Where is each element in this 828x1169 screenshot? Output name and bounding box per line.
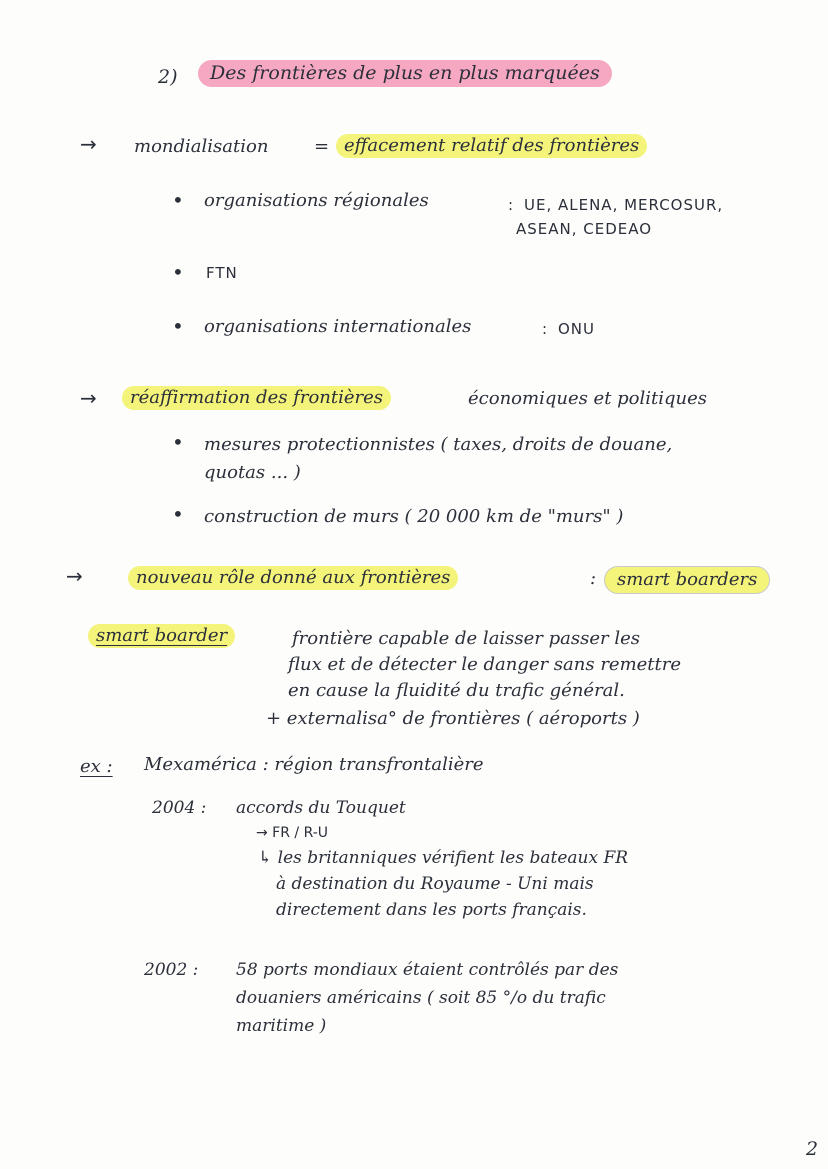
arrow-right-icon: →	[80, 132, 97, 156]
bullet-international-orgs: organisations internationales	[204, 316, 472, 337]
definition-line-3: en cause la fluidité du trafic général.	[288, 680, 625, 701]
bullet-dot: •	[172, 260, 184, 284]
entry-2004-line-5: directement dans les ports français.	[276, 900, 587, 920]
entry-2004-line-4: à destination du Royaume - Uni mais	[276, 874, 594, 894]
definition-term: smart boarder	[88, 624, 235, 648]
entry-year-2004: 2004 :	[152, 798, 207, 818]
bullet-protectionism-line2: quotas ... )	[204, 462, 301, 483]
bullet-regional-orgs-sep: :	[508, 196, 515, 214]
bullet-dot: •	[172, 188, 184, 212]
page-number: 2	[806, 1138, 819, 1160]
bullet-regional-orgs: organisations régionales	[204, 190, 429, 211]
section1-definition: effacement relatif des frontières	[336, 134, 647, 158]
section2-title-rest: économiques et politiques	[468, 388, 708, 409]
arrow-right-icon: →	[80, 386, 97, 410]
entry-2002-line-2: douaniers américains ( soit 85 °/o du trafic	[236, 988, 606, 1008]
arrow-right-icon: →	[66, 564, 83, 588]
section2-title-highlight: réaffirmation des frontières	[122, 386, 391, 410]
example-title: Mexamérica : région transfrontalière	[144, 754, 484, 775]
bullet-dot: •	[172, 502, 184, 526]
section3-title-highlight: nouveau rôle donné aux frontières	[128, 566, 458, 590]
section1-equals: =	[314, 136, 330, 157]
entry-2002-line-3: maritime )	[236, 1016, 327, 1036]
bullet-international-orgs-detail: ONU	[558, 320, 596, 338]
bullet-international-orgs-sep: :	[542, 320, 549, 338]
entry-year-2002: 2002 :	[144, 960, 199, 980]
bullet-regional-orgs-detail-1: UE, ALENA, MERCOSUR,	[524, 196, 724, 214]
bullet-regional-orgs-detail-2: ASEAN, CEDEAO	[516, 220, 653, 238]
section3-sep: :	[590, 568, 597, 589]
heading-number: 2)	[158, 66, 178, 88]
externalisation-line: + externalisa° de frontières ( aéroports )	[266, 708, 640, 729]
bullet-dot: •	[172, 430, 184, 454]
section3-term-circled: smart boarders	[604, 566, 770, 594]
page-title: Des frontières de plus en plus marquées	[198, 60, 612, 87]
entry-2004-line-3: ↳ les britanniques vérifient les bateaux FR	[258, 848, 629, 868]
entry-2004-line-2: → FR / R-U	[256, 825, 329, 841]
section1-term: mondialisation	[134, 136, 269, 157]
bullet-ftn: FTN	[206, 264, 238, 282]
entry-2004-line-1: accords du Touquet	[236, 798, 406, 818]
example-label: ex :	[80, 756, 113, 777]
definition-line-2: flux et de détecter le danger sans remettre	[288, 654, 682, 675]
bullet-dot: •	[172, 314, 184, 338]
entry-2002-line-1: 58 ports mondiaux étaient contrôlés par des	[236, 960, 619, 980]
bullet-walls: construction de murs ( 20 000 km de "murs" )	[204, 506, 624, 527]
definition-line-1: frontière capable de laisser passer les	[292, 628, 640, 649]
bullet-protectionism-line1: mesures protectionnistes ( taxes, droits de douane,	[204, 434, 673, 455]
